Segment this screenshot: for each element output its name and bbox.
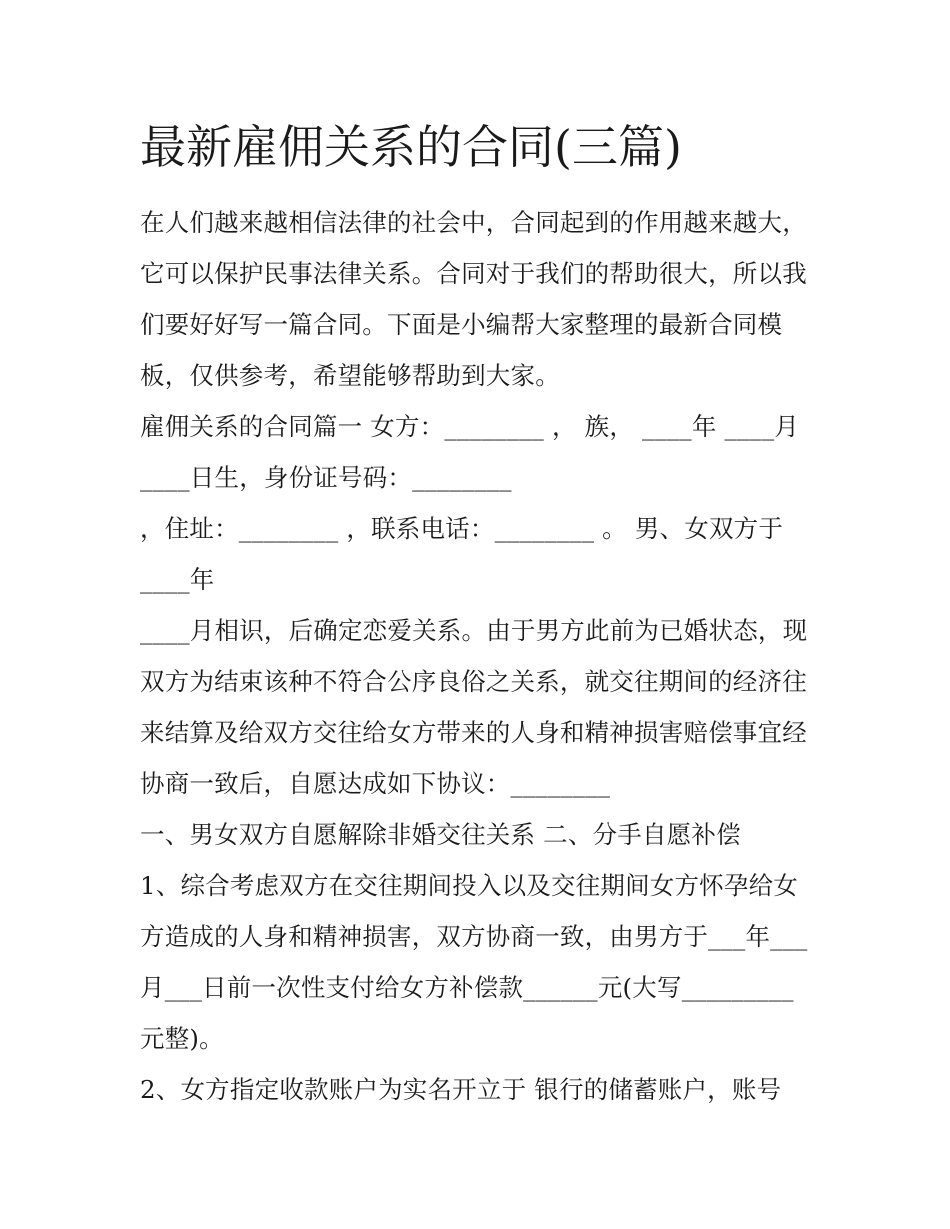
body-line: ____日生，身份证号码：________ xyxy=(140,463,512,492)
body-line: 1、综合考虑双方在交往期间投入以及交往期间女方怀孕给女 xyxy=(140,871,798,900)
body-line: 2、女方指定收款账户为实名开立于 银行的储蓄账户，账号 xyxy=(140,1075,782,1104)
body-line: 协商一致后，自愿达成如下协议：________ xyxy=(140,769,611,798)
body-line: 双方为结束该种不符合公序良俗之关系，就交往期间的经济往 xyxy=(140,667,807,696)
body-line: ，住址：________ ，联系电话：________ 。 男、女双方于 xyxy=(140,514,784,543)
document-title: 最新雇佣关系的合同(三篇) xyxy=(140,120,682,174)
document-body xyxy=(140,197,820,1115)
body-line: 在人们越来越相信法律的社会中，合同起到的作用越来越大， xyxy=(140,208,807,237)
body-line: 它可以保护民事法律关系。合同对于我们的帮助很大，所以我 xyxy=(140,259,807,288)
body-line: ____年 xyxy=(140,565,215,594)
body-line: 元整)。 xyxy=(140,1024,224,1053)
body-line: 们要好好写一篇合同。下面是小编帮大家整理的最新合同模 xyxy=(140,310,783,339)
body-line: 雇佣关系的合同篇一 女方：________ ， 族， ____年 ____月 xyxy=(140,412,800,441)
body-line: 方造成的人身和精神损害，双方协商一致，由男方于___年___ xyxy=(140,922,808,951)
body-line: 来结算及给双方交往给女方带来的人身和精神损害赔偿事宜经 xyxy=(140,718,807,747)
body-line: ____月相识，后确定恋爱关系。由于男方此前为已婚状态，现 xyxy=(140,616,808,645)
body-line: 月___日前一次性支付给女方补偿款______元(大写_________ xyxy=(140,973,794,1002)
body-line: 一、男女双方自愿解除非婚交往关系 二、分手自愿补偿 xyxy=(140,820,741,849)
body-line: 板，仅供参考，希望能够帮助到大家。 xyxy=(140,361,560,390)
